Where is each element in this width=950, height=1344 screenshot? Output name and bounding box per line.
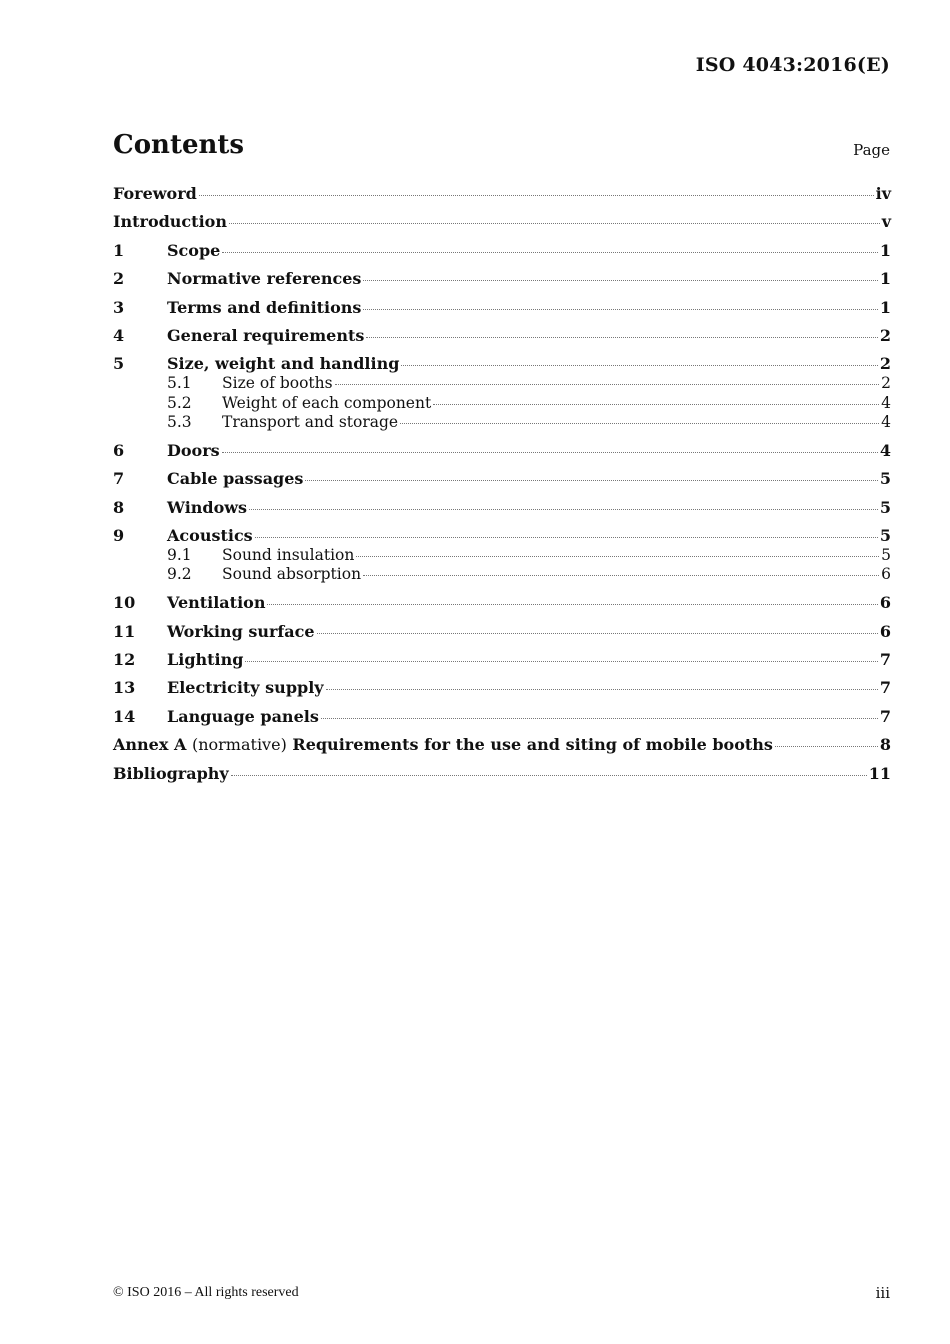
toc-title: Introduction: [113, 212, 227, 232]
toc-page: 7: [879, 650, 891, 670]
toc-number: 11: [113, 621, 136, 641]
toc-page: 4: [881, 393, 891, 412]
toc-number: 5.2: [167, 393, 192, 412]
toc-entry-bibliography[interactable]: [113, 764, 891, 784]
toc-page: 7: [879, 706, 891, 726]
toc-entry-foreword[interactable]: [113, 184, 891, 204]
page-number: iii: [875, 1284, 890, 1302]
toc-number: 3: [113, 297, 125, 317]
toc-page: 6: [879, 593, 891, 613]
toc-entry-windows[interactable]: [113, 498, 891, 518]
toc-page: 2: [879, 325, 891, 345]
toc-entry-size-of-booths[interactable]: [113, 374, 891, 393]
toc-title: Windows: [167, 497, 248, 517]
page-column-label: Page: [853, 141, 890, 159]
toc-title: [113, 735, 773, 755]
leader-dots: [231, 775, 867, 776]
toc-title: Normative references: [167, 269, 362, 289]
toc-title: Electricity supply: [167, 678, 324, 698]
toc-number: 9.1: [167, 546, 192, 565]
toc-page: 1: [879, 240, 891, 260]
toc-title: Language panels: [167, 706, 319, 726]
toc-entry-introduction[interactable]: [113, 212, 891, 232]
leader-dots: [305, 480, 877, 481]
toc-page: 4: [879, 440, 891, 460]
toc-entry-acoustics[interactable]: [113, 526, 891, 546]
toc-entry-doors[interactable]: [113, 441, 891, 461]
table-of-contents: [113, 184, 891, 784]
toc-title: Acoustics: [167, 526, 253, 546]
toc-entry-size-weight-handling[interactable]: [113, 354, 891, 374]
toc-entry-sound-insulation[interactable]: [113, 546, 891, 565]
toc-page: 7: [879, 678, 891, 698]
toc-page: 8: [879, 735, 891, 755]
leader-dots: [433, 404, 879, 405]
toc-number: 6: [113, 440, 125, 460]
toc-page: 11: [868, 763, 891, 783]
toc-entry-electricity-supply[interactable]: [113, 678, 891, 698]
leader-dots: [335, 384, 880, 385]
toc-title: Terms and definitions: [167, 297, 362, 317]
leader-dots: [229, 223, 880, 224]
toc-title: Cable passages: [167, 469, 304, 489]
toc-page: 6: [881, 565, 891, 584]
toc-entry-normative-references[interactable]: [113, 269, 891, 289]
toc-number: 9.2: [167, 565, 192, 584]
toc-entry-scope[interactable]: [113, 241, 891, 261]
toc-entry-sound-absorption[interactable]: [113, 565, 891, 584]
toc-page: 1: [879, 269, 891, 289]
toc-entry-transport-and-storage[interactable]: [113, 413, 891, 432]
toc-entry-weight-of-each-component[interactable]: [113, 394, 891, 413]
toc-number: 5.3: [167, 413, 192, 432]
copyright-notice: © ISO 2016 – All rights reserved: [113, 1285, 299, 1300]
toc-title: Scope: [167, 240, 221, 260]
toc-page: 5: [879, 526, 891, 546]
leader-dots: [363, 309, 877, 310]
toc-title: Lighting: [167, 650, 244, 670]
toc-number: 5: [113, 354, 125, 374]
toc-number: 7: [113, 469, 125, 489]
toc-number: 12: [113, 650, 136, 670]
leader-dots: [199, 195, 874, 196]
toc-entry-working-surface[interactable]: [113, 622, 891, 642]
toc-page: 5: [881, 546, 891, 565]
toc-title: General requirements: [167, 325, 365, 345]
contents-heading: Contents: [113, 130, 245, 160]
toc-page: 2: [879, 354, 891, 374]
leader-dots: [366, 337, 878, 338]
leader-dots: [245, 661, 877, 662]
leader-dots: [222, 452, 878, 453]
toc-page: 6: [879, 621, 891, 641]
document-id: ISO 4043:2016(E): [695, 54, 890, 76]
annex-label: Annex A: [113, 735, 187, 755]
toc-page: iv: [875, 184, 891, 203]
toc-number: 5.1: [167, 374, 192, 393]
toc-title: Size, weight and handling: [167, 354, 400, 374]
leader-dots: [363, 575, 879, 576]
toc-number: 2: [113, 269, 125, 289]
toc-page: 5: [879, 497, 891, 517]
toc-title: Foreword: [113, 184, 197, 203]
toc-title: Transport and storage: [222, 413, 399, 432]
toc-page: 2: [881, 374, 891, 393]
toc-title: Sound insulation: [222, 546, 355, 565]
toc-number: 9: [113, 526, 125, 546]
leader-dots: [267, 604, 877, 605]
leader-dots: [321, 718, 878, 719]
toc-title: Doors: [167, 440, 220, 460]
toc-title: Weight of each component: [222, 393, 432, 412]
leader-dots: [317, 633, 878, 634]
toc-title: Working surface: [167, 621, 315, 641]
leader-dots: [222, 252, 878, 253]
toc-page: v: [881, 212, 891, 232]
toc-entry-general-requirements[interactable]: [113, 326, 891, 346]
leader-dots: [400, 423, 879, 424]
toc-number: 13: [113, 678, 136, 698]
toc-title: Sound absorption: [222, 565, 362, 584]
toc-entry-annex-a[interactable]: [113, 735, 891, 755]
annex-type: (normative): [191, 735, 287, 755]
toc-page: 4: [881, 413, 891, 432]
toc-number: 1: [113, 240, 125, 260]
toc-page: 5: [879, 469, 891, 489]
leader-dots: [775, 746, 878, 747]
annex-title: Requirements for the use and siting of mobile booths: [292, 735, 773, 755]
toc-page: 1: [879, 297, 891, 317]
toc-number: 10: [113, 593, 136, 613]
leader-dots: [401, 365, 877, 366]
leader-dots: [356, 556, 879, 557]
toc-entry-cable-passages[interactable]: [113, 469, 891, 489]
toc-title: Bibliography: [113, 763, 229, 783]
toc-number: 14: [113, 706, 136, 726]
leader-dots: [326, 689, 878, 690]
toc-entry-lighting[interactable]: [113, 650, 891, 670]
toc-title: Size of booths: [222, 374, 333, 393]
toc-entry-language-panels[interactable]: [113, 707, 891, 727]
leader-dots: [249, 509, 878, 510]
toc-entry-terms-and-definitions[interactable]: [113, 298, 891, 318]
toc-title: Ventilation: [167, 593, 266, 613]
leader-dots: [363, 280, 877, 281]
toc-entry-ventilation[interactable]: [113, 593, 891, 613]
toc-number: 4: [113, 325, 125, 345]
toc-number: 8: [113, 497, 125, 517]
leader-dots: [255, 537, 878, 538]
